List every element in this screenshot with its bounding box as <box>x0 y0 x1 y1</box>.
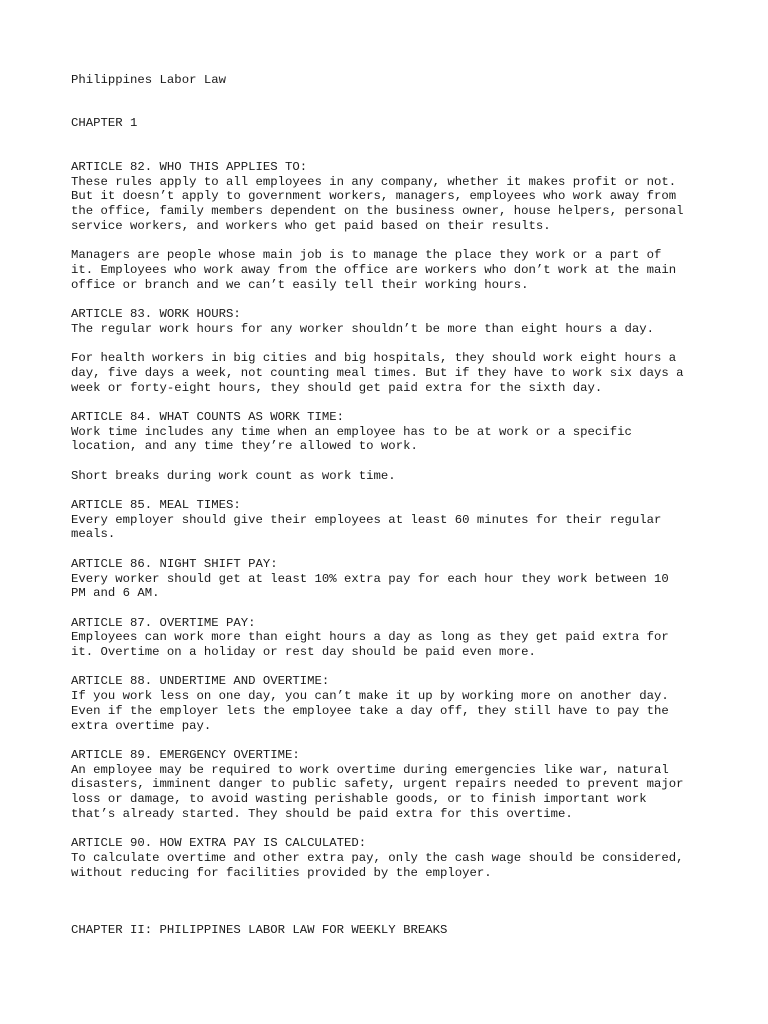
article-87-heading: ARTICLE 87. OVERTIME PAY: <box>71 615 256 630</box>
article-88 <box>71 674 731 733</box>
article-82-paragraph-2: Managers are people whose main job is to manage the place they work or a part of it. Employees who work away from the office are workers who don’t work at the main office or branch and we can’t easily tell their working hours. <box>71 248 677 292</box>
article-90-heading: ARTICLE 90. HOW EXTRA PAY IS CALCULATED: <box>71 836 367 851</box>
chapter-heading-1: CHAPTER 1 <box>71 116 138 130</box>
article-89-heading: ARTICLE 89. EMERGENCY OVERTIME: <box>71 747 300 762</box>
article-83-paragraph-1: The regular work hours for any worker shouldn’t be more than eight hours a day. <box>71 321 654 336</box>
article-89 <box>71 748 731 822</box>
article-90-paragraph-1: To calculate overtime and other extra pay, only the cash wage should be considered, without reducing for facilities provided by the employer. <box>71 850 684 880</box>
article-86-heading: ARTICLE 86. NIGHT SHIFT PAY: <box>71 556 278 571</box>
article-90 <box>71 836 731 880</box>
article-86-paragraph-1: Every worker should get at least 10% extra pay for each hour they work between 10 PM and 6 AM. <box>71 571 669 601</box>
article-82-heading: ARTICLE 82. WHO THIS APPLIES TO: <box>71 160 308 174</box>
article-87 <box>71 616 731 660</box>
article-86 <box>71 557 731 601</box>
article-84-paragraph-2: Short breaks during work count as work time. <box>71 468 396 483</box>
document-body <box>71 160 731 895</box>
article-88-heading: ARTICLE 88. UNDERTIME AND OVERTIME: <box>71 674 330 689</box>
article-88-paragraph-1: If you work less on one day, you can’t make it up by working more on another day. Even if the employer lets the employee take a day off, they still have to pay the extra overtime pay. <box>71 689 669 733</box>
article-84-heading: ARTICLE 84. WHAT COUNTS AS WORK TIME: <box>71 409 345 424</box>
article-87-paragraph-1: Employees can work more than eight hours a day as long as they get paid extra for it. Overtime on a holiday or rest day should be paid even more. <box>71 630 669 660</box>
article-85 <box>71 498 731 542</box>
article-83-paragraph-2: For health workers in big cities and big hospitals, they should work eight hours a day, five days a week, not counting meal times. But if they have to work six days a week or forty-eight hours, they should get paid extra for the sixth day. <box>71 351 684 395</box>
article-85-heading: ARTICLE 85. MEAL TIMES: <box>71 498 241 513</box>
article-83 <box>71 307 731 336</box>
chapter-heading-2: CHAPTER II: PHILIPPINES LABOR LAW FOR WEEKLY BREAKS <box>71 923 448 937</box>
article-89-paragraph-1: An employee may be required to work overtime during emergencies like war, natural disasters, imminent danger to public safety, urgent repairs needed to prevent major loss or damage, to avoid wasting perishable goods, or to finish important work that’s already started. They should be paid extra for this overtime. <box>71 762 684 821</box>
article-82-paragraph-1: These rules apply to all employees in any company, whether it makes profit or not. But it doesn’t apply to government workers, managers, employees who work away from the office, family members dependent on the business owner, house helpers, personal service workers, and workers who get paid based on their results. <box>71 174 684 233</box>
document-title: Philippines Labor Law <box>71 73 226 87</box>
article-83-heading: ARTICLE 83. WORK HOURS: <box>71 307 241 321</box>
article-84 <box>71 410 731 454</box>
article-85-paragraph-1: Every employer should give their employees at least 60 minutes for their regular meals. <box>71 512 662 542</box>
article-84-paragraph-1: Work time includes any time when an employee has to be at work or a specific location, and any time they’re allowed to work. <box>71 424 632 454</box>
article-82 <box>71 160 731 234</box>
